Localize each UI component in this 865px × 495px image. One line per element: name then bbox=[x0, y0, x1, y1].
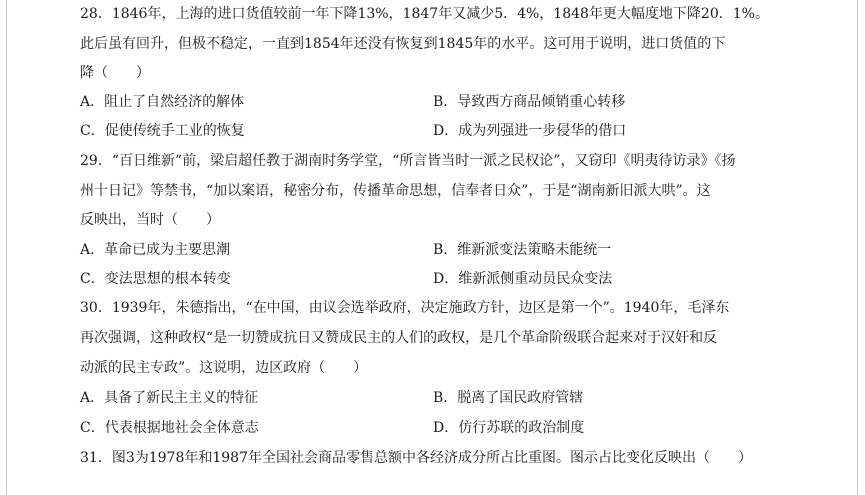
q29-stem-line-1: 29．“百日维新”前，梁启超任教于湖南时务学堂，“所言皆当时一派之民权论”，又窃印《明夷待访录》《扬 bbox=[80, 153, 736, 169]
q28-option-a[interactable]: A．阻止了自然经济的解体 bbox=[80, 94, 245, 110]
q28-option-b[interactable]: B．导致西方商品倾销重心转移 bbox=[433, 94, 626, 110]
q28-option-d[interactable]: D．成为列强进一步侵华的借口 bbox=[433, 123, 627, 139]
q30-stem-line-2: 再次强调，这种政权“是一切赞成抗日又赞成民主的人们的政权，是几个革命阶级联合起来对于汉奸和反 bbox=[80, 330, 718, 346]
q28-stem-line-1: 28．1846年，上海的进口货值较前一年下降13%，1847年又减少5．4%，1848年更大幅度地下降20．1%。 bbox=[80, 6, 769, 22]
q28-stem-line-3: 降（ ） bbox=[80, 65, 150, 81]
q30-stem-line-3: 动派的民主专政”。这说明，边区政府（ ） bbox=[80, 360, 368, 376]
q29-stem-line-3: 反映出，当时（ ） bbox=[80, 212, 220, 228]
q29-option-c[interactable]: C．变法思想的根本转变 bbox=[80, 271, 231, 287]
q29-option-d[interactable]: D．维新派侧重动员民众变法 bbox=[433, 271, 613, 287]
q31-stem-line-1: 31．图3为1978年和1987年全国社会商品零售总额中各经济成分所占比重图。图示占比变化反映出（ ） bbox=[80, 450, 752, 466]
q28-option-c[interactable]: C．促使传统手工业的恢复 bbox=[80, 123, 245, 139]
q29-stem-line-2: 州十日记》等禁书，“加以案语，秘密分布，传播革命思想，信奉者日众”，于是“湖南新旧派大哄”。这 bbox=[80, 183, 711, 199]
q29-option-b[interactable]: B．维新派变法策略未能统一 bbox=[433, 242, 612, 258]
q30-option-a[interactable]: A．具备了新民主主义的特征 bbox=[80, 390, 259, 406]
q29-option-a[interactable]: A．革命已成为主要思潮 bbox=[80, 242, 231, 258]
q30-option-b[interactable]: B．脱离了国民政府管辖 bbox=[433, 390, 584, 406]
page-border-left bbox=[6, 0, 7, 495]
page-border-right bbox=[857, 0, 858, 495]
q30-stem-line-1: 30．1939年，朱德指出，“在中国，由议会选举政府，决定施政方针，边区是第一个”。1940年，毛泽东 bbox=[80, 300, 730, 316]
q28-stem-line-2: 此后虽有回升，但极不稳定，一直到1854年还没有恢复到1845年的水平。这可用于说明，进口货值的下 bbox=[80, 36, 726, 52]
q30-option-c[interactable]: C．代表根据地社会全体意志 bbox=[80, 420, 259, 436]
q30-option-d[interactable]: D．仿行苏联的政治制度 bbox=[433, 420, 585, 436]
